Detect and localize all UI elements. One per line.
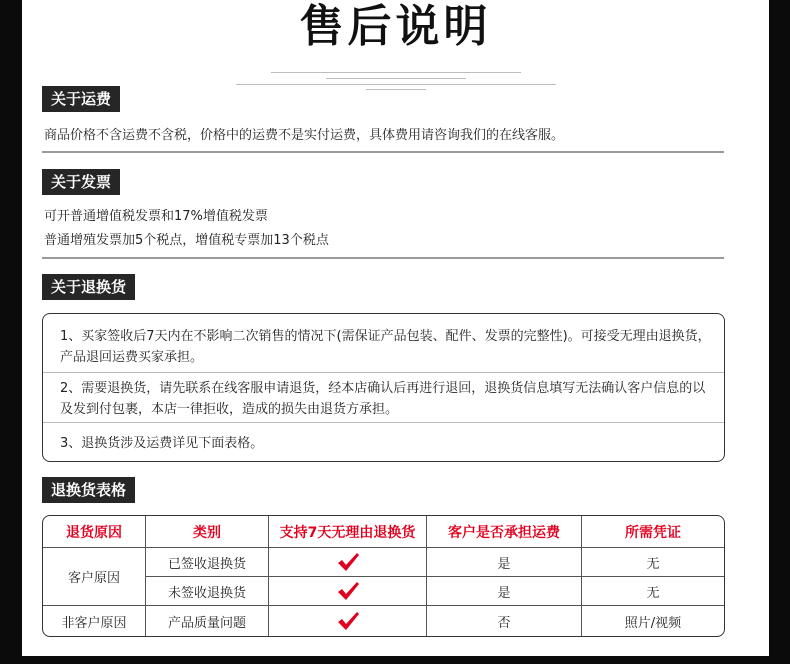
- table-header-category: 类别: [146, 516, 269, 548]
- section-heading-table: 退换货表格: [42, 477, 135, 503]
- table-row-2-proof: 无: [582, 577, 724, 606]
- returns-item-3: 3、退换货涉及运费详见下面表格。: [60, 436, 264, 451]
- check-icon: [269, 606, 427, 636]
- table-row-3-category: 产品质量问题: [146, 606, 269, 636]
- returns-table: [42, 515, 725, 637]
- page-title: 售后说明: [299, 1, 492, 52]
- section-heading-returns: 关于退换货: [42, 274, 135, 300]
- table-header-reason: 退货原因: [43, 516, 146, 548]
- after-sales-page: [22, 0, 769, 656]
- table-header-seven-day: 支持7天无理由退换货: [269, 516, 427, 548]
- reason-customer: 客户原因: [43, 548, 146, 606]
- section-heading-shipping: 关于运费: [42, 86, 120, 112]
- box-divider: [43, 422, 724, 423]
- divider: [42, 151, 724, 153]
- invoice-line-2: 普通增殖发票加5个税点，增值税专票加13个税点: [44, 233, 329, 248]
- table-header-freight: 客户是否承担运费: [427, 516, 582, 548]
- table-row-2-category: 未签收退换货: [146, 577, 269, 606]
- table-row-1-proof: 无: [582, 548, 724, 577]
- check-icon: [269, 577, 427, 606]
- check-icon: [269, 548, 427, 577]
- table-row-3-freight: 否: [427, 606, 582, 636]
- invoice-line-1: 可开普通增值税发票和17%增值税发票: [44, 209, 268, 224]
- table-header-proof: 所需凭证: [582, 516, 724, 548]
- table-row-1-category: 已签收退换货: [146, 548, 269, 577]
- section-heading-invoice: 关于发票: [42, 169, 120, 195]
- table-row-1-freight: 是: [427, 548, 582, 577]
- table-row-3-proof: 照片/视频: [624, 615, 682, 631]
- returns-item-1: 1、买家签收后7天内在不影响二次销售的情况下(需保证产品包装、配件、发票的完整性)。可接受无理由退换货，产品退回运费买家承担。: [60, 329, 711, 365]
- shipping-text: 商品价格不含运费不含税，价格中的运费不是实付运费，具体费用请咨询我们的在线客服。: [44, 128, 565, 143]
- table-row-2-freight: 是: [427, 577, 582, 606]
- returns-item-2: 2、需要退换货，请先联系在线客服申请退货，经本店确认后再进行退回，退换货信息填写无法确认客户信息的以及发到付包裹，本店一律拒收，造成的损失由退货方承担。: [60, 381, 706, 417]
- box-divider: [43, 372, 724, 373]
- returns-policy-box: [42, 313, 725, 462]
- reason-non-customer: 非客户原因: [43, 606, 146, 636]
- divider: [42, 257, 724, 259]
